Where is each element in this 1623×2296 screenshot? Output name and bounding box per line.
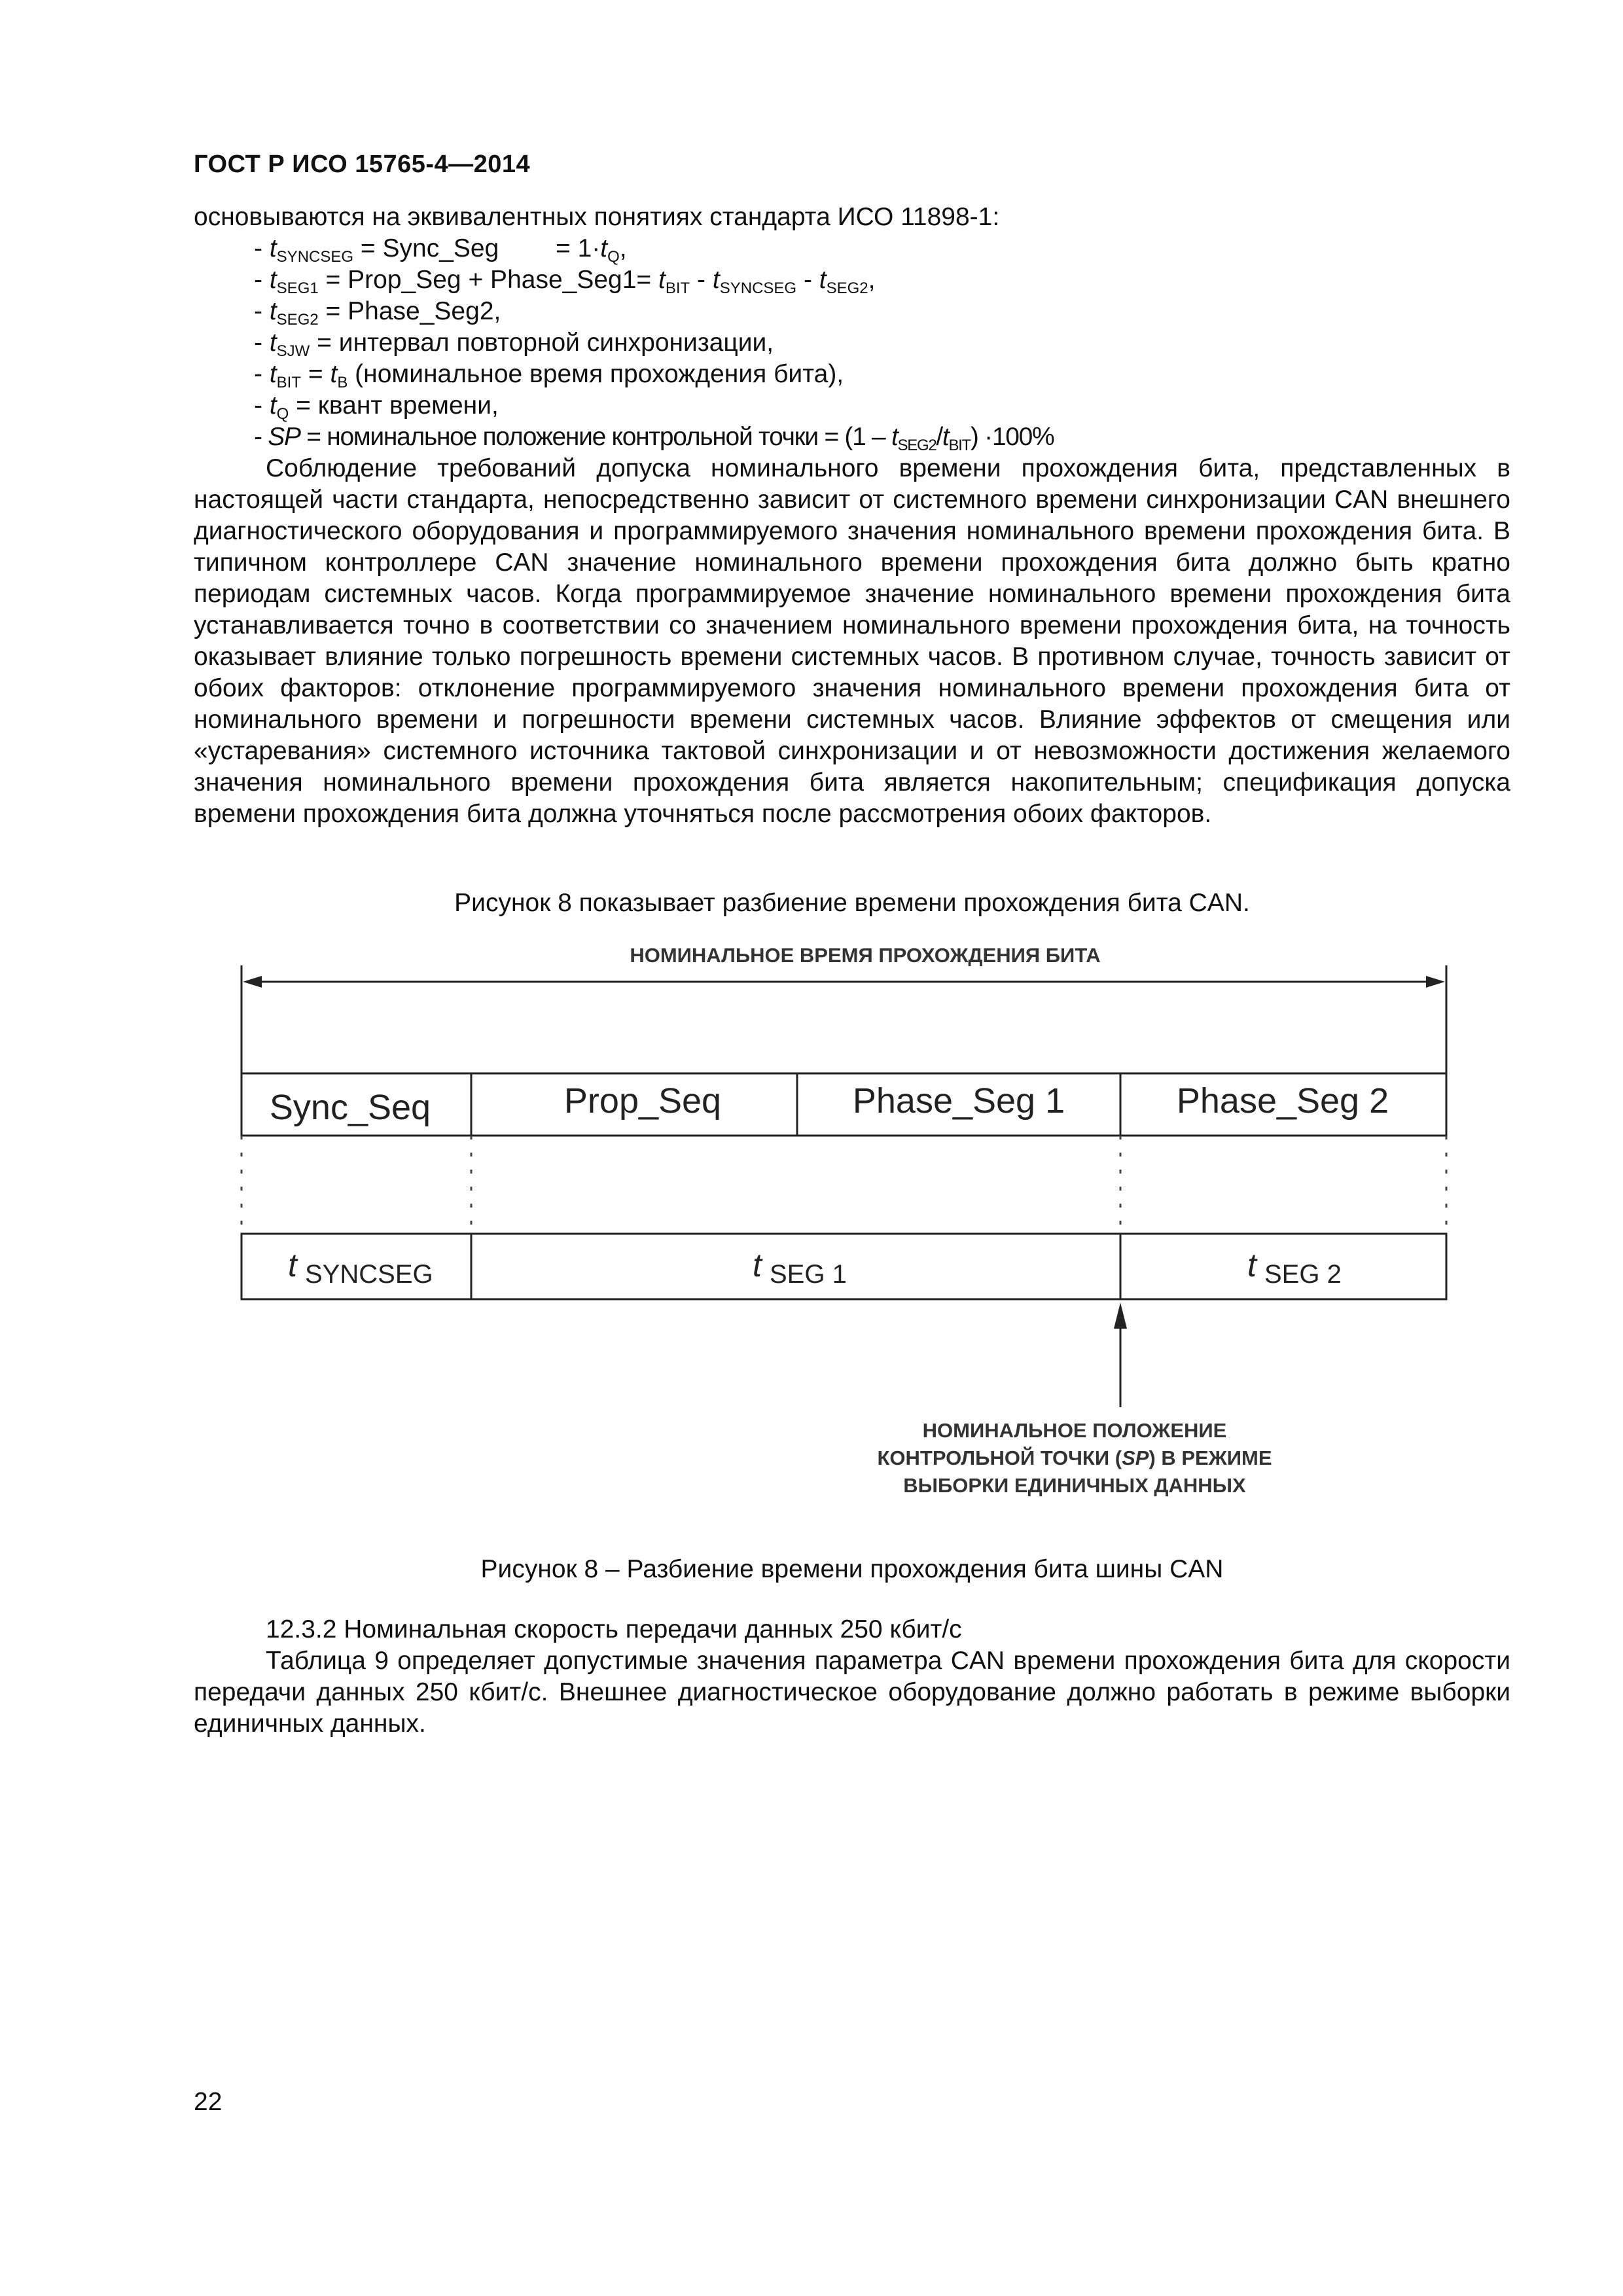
- time-row: [241, 1234, 1446, 1299]
- formula-tq: - $t_Q$ = квант времени,: [254, 391, 499, 423]
- formula-tseg1: - $t_{SEG1}$ = Prop_Seg + Phase_Seg1= $t_{BIT} - t_{SYNCSEG} - t_{SEG2}$,: [254, 266, 876, 297]
- diagram-top-label: НОМИНАЛЬНОЕ ВРЕМЯ ПРОХОЖДЕНИЯ БИТА: [630, 944, 1101, 967]
- document-header: ГОСТ Р ИСО 15765-4—2014: [194, 151, 531, 178]
- sample-point-arrowhead: [1114, 1302, 1127, 1329]
- intro-line: основываются на эквивалентных понятиях стандарта ИСО 11898-1:: [194, 203, 1000, 231]
- section-heading: 12.3.2 Номинальная скорость передачи данных 250 кбит/с: [266, 1615, 962, 1643]
- segment-phase-seg2: Phase_Seg 2: [1176, 1081, 1389, 1121]
- sp-label-line1: НОМИНАЛЬНОЕ ПОЛОЖЕНИЕ: [922, 1419, 1227, 1442]
- time-t-seg2: t: [1247, 1247, 1257, 1283]
- segment-prop-seq: Prop_Seq: [563, 1081, 722, 1121]
- formula-sp: - SP = номинальное положение контрольной точки = $(1 - t_{SEG2}/t_{BIT}) \cdot 100\%$: [254, 423, 1054, 454]
- segment-row: [241, 1073, 1446, 1136]
- time-sub-seg1: SEG 1: [770, 1260, 847, 1289]
- sp-label-line3: ВЫБОРКИ ЕДИНИЧНЫХ ДАННЫХ: [903, 1474, 1246, 1497]
- time-sub-seg2: SEG 2: [1264, 1260, 1342, 1289]
- paragraph-table9: Таблица 9 определяет допустимые значения параметра CAN времени прохождения бита для скорости передачи данных 250 кбит/с. Внешнее диагностическое оборудование должно работать в режиме выборки единичных данных.: [194, 1647, 1510, 1738]
- segment-sync-seq: Sync_Seq: [269, 1088, 431, 1127]
- formula-tsyncseg: - $t_{SYNCSEG}$ = Sync_Seg = $1\cdot t_Q$,: [254, 234, 627, 266]
- formula-tsjw: - $t_{SJW}$ = интервал повторной синхронизации,: [254, 329, 774, 360]
- figure-intro: Рисунок 8 показывает разбиение времени прохождения бита CAN.: [454, 889, 1250, 917]
- sp-label-line2: КОНТРОЛЬНОЙ ТОЧКИ (SP) В РЕЖИМЕ: [877, 1446, 1272, 1469]
- arrowhead-right: [1426, 976, 1445, 988]
- formula-tseg2: - $t_{SEG2}$ = Phase_Seg2,: [254, 297, 501, 329]
- time-t-seg1: t: [753, 1247, 762, 1283]
- figure-caption: Рисунок 8 – Разбиение времени прохождения бита шины CAN: [480, 1555, 1224, 1583]
- page-number: 22: [194, 2088, 223, 2116]
- paragraph-tolerance: Соблюдение требований допуска номинального времени прохождения бита, представленных в настоящей части стандарта, непосредственно зависит от системного времени синхронизации CAN внешнего диагностического оборудования и программируемого значения номинального времени прохождения бита. В типичном контроллере CAN значение номинального времени прохождения бита должно быть кратно периодам системных часов. Когда программируемое значение номинального времени прохождения бита устанавливается точно в соответствии со значением номинального времени прохождения бита, на точность оказывает влияние только погрешность времени системных часов. В противном случае, точность зависит от обоих факторов: отклонение программируемого значения номинального времени прохождения бита от номинального времени и погрешности времени системных часов. Влияние эффектов от смещения или «устаревания» системного источника тактовой синхронизации и от невозможности достижения желаемого значения номинального времени прохождения бита является накопительным; спецификация допуска времени прохождения бита должна уточняться после рассмотрения обоих факторов.: [194, 454, 1510, 828]
- arrowhead-left: [243, 976, 262, 988]
- time-sub-syncseg: SYNCSEG: [305, 1260, 433, 1289]
- segment-phase-seg1: Phase_Seg 1: [852, 1081, 1065, 1121]
- formula-tbit: - $t_{BIT} = t_B$ (номинальное время прохождения бита),: [254, 360, 844, 391]
- time-t-syncseg: t: [288, 1247, 297, 1283]
